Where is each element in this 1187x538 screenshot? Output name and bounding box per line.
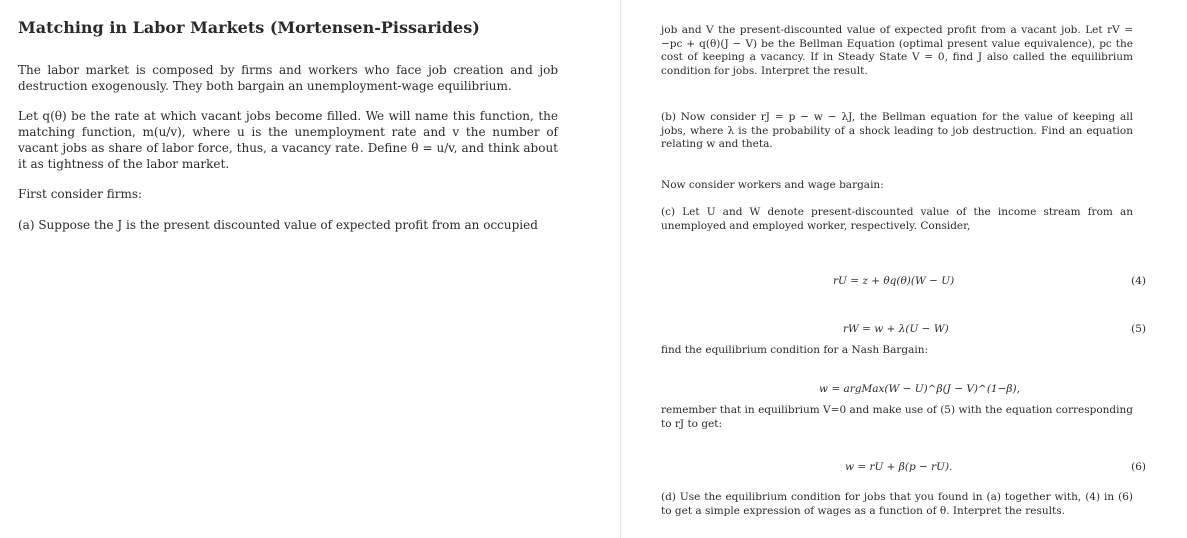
question-c: (c) Let U and W denote present-discounted value of the income stream from an unemployed and employed worker, respectively. Consider,	[661, 206, 1133, 232]
equation-4: rU = z + θq(θ)(W − U)	[833, 275, 955, 287]
document-title: Matching in Labor Markets (Mortensen-Pissarides)	[18, 18, 480, 37]
intro-paragraph: The labor market is composed by firms and workers who face job creation and job destruction exogenously. They both bargain an unemployment-wage equilibrium.	[18, 63, 558, 93]
equation-6: w = rU + β(p − rU).	[845, 461, 953, 473]
matching-function-paragraph: Let q(θ) be the rate at which vacant jobs become filled. We will name this function, the matching function, m(u/v), where u is the unemployment rate and v the number of vacant jobs as share of labor force, thus, a vacancy rate. Define θ = u/v, and think about it as tightness of the labor market.	[18, 109, 558, 171]
nash-bargain-instruction: find the equilibrium condition for a Nash Bargain:	[661, 344, 929, 356]
workers-heading: Now consider workers and wage bargain:	[661, 179, 884, 191]
question-a-continued: job and V the present-discounted value of expected profit from a vacant job. Let rV = −pc + q(θ)(J − V) be the Bellman Equation (optimal present value equivalence), pc the cost of keeping a vacancy. If in Steady State V = 0, find J also called the equilibrium condition for jobs. Interpret the result.	[661, 24, 1133, 77]
equation-6-number: (6)	[1131, 461, 1146, 473]
equation-4-number: (4)	[1131, 275, 1146, 287]
firms-heading: First consider firms:	[18, 187, 143, 201]
question-a-start: (a) Suppose the J is the present discounted value of expected profit from an occupied	[18, 218, 538, 232]
equilibrium-reminder: remember that in equilibrium V=0 and make use of (5) with the equation corresponding to rJ to get:	[661, 404, 1133, 430]
right-page	[620, 0, 1187, 538]
question-b: (b) Now consider rJ = p − w − λJ, the Bellman equation for the value of keeping all jobs, where λ is the probability of a shock leading to job destruction. Find an equation relating w and theta.	[661, 111, 1133, 150]
equation-5-number: (5)	[1131, 323, 1146, 335]
question-d: (d) Use the equilibrium condition for jobs that you found in (a) together with, (4) in (6) to get a simple expression of wages as a function of θ. Interpret the results.	[661, 491, 1133, 517]
equation-5: rW = w + λ(U − W)	[843, 323, 949, 335]
nash-bargain-equation: w = argMax(W − U)^β(J − V)^(1−β),	[819, 383, 1020, 395]
